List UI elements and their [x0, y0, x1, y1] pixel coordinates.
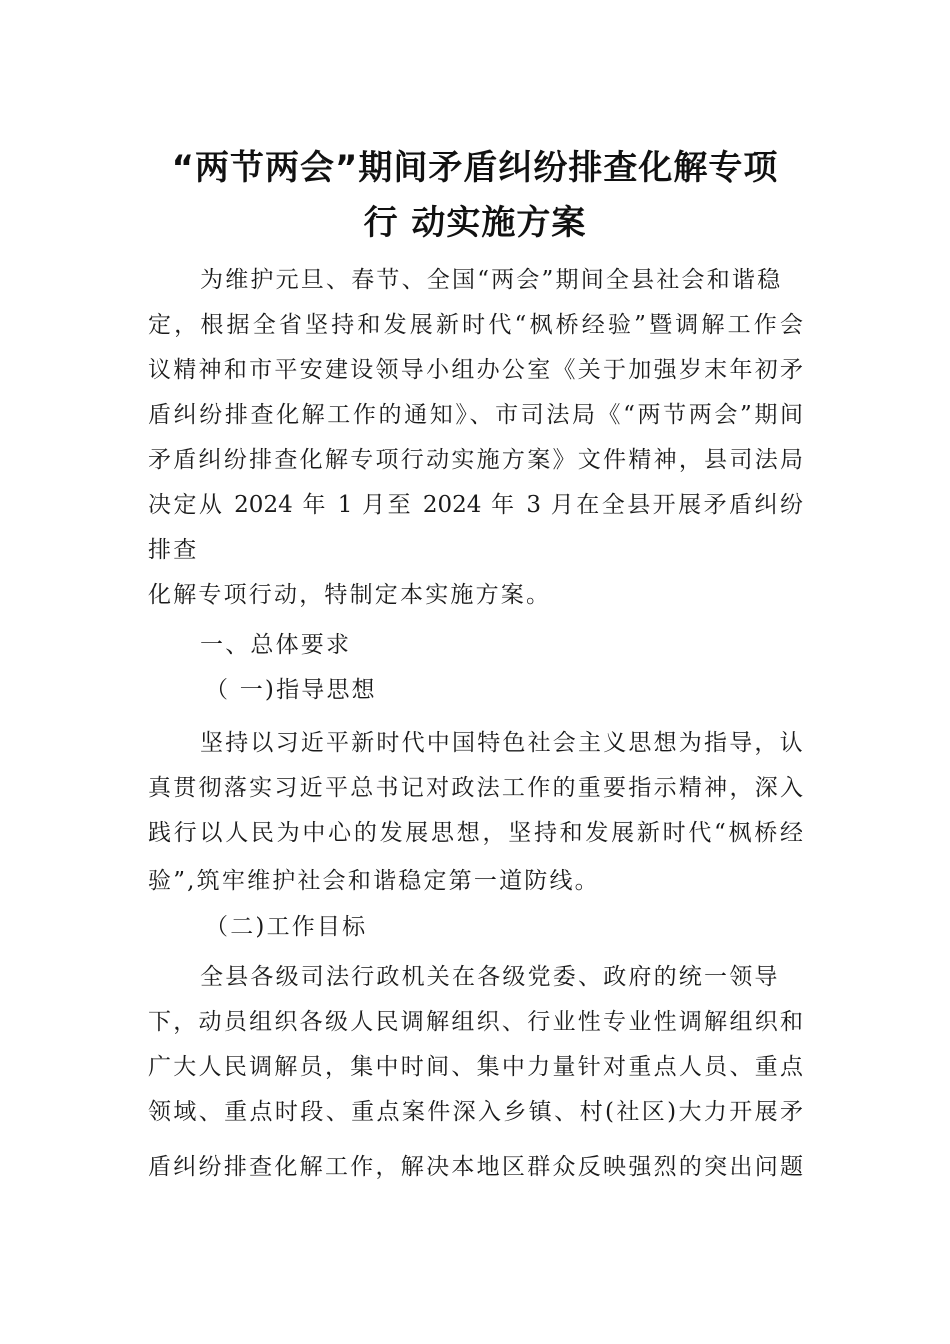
paragraph-line: 坚持以习近平新时代中国特色社会主义思想为指导，认 [200, 730, 805, 756]
paragraph-line: 矛盾纠纷排查化解专项行动实施方案》文件精神，县司法局 [148, 447, 803, 473]
document-title-line-2: 行 动实施方案 [363, 203, 587, 243]
paragraph-line: 盾纠纷排查化解工作，解决本地区群众反映强烈的突出问题 [148, 1154, 803, 1180]
paragraph-line: 为维护元旦、春节、全国“两会”期间全县社会和谐稳 [200, 267, 783, 293]
paragraph-line: 践行以人民为中心的发展思想，坚持和发展新时代“枫桥经 [148, 820, 803, 846]
paragraph-line: 盾纠纷排查化解工作的通知》、市司法局《“两节两会”期间 [148, 402, 803, 428]
paragraph-line: 定，根据全省坚持和发展新时代“枫桥经验”暨调解工作会 [148, 312, 803, 338]
document-title-line-1: “两节两会”期间矛盾纠纷排查化解专项 [171, 148, 779, 188]
paragraph-line: 化解专项行动，特制定本实施方案。 [148, 582, 552, 608]
paragraph-line: 全县各级司法行政机关在各级党委、政府的统一领导 [200, 964, 780, 990]
paragraph-line: 排查 [148, 537, 199, 563]
paragraph-line: 真贯彻落实习近平总书记对政法工作的重要指示精神，深入 [148, 775, 803, 801]
paragraph-line: 领域、重点时段、重点案件深入乡镇、村(社区)大力开展矛 [148, 1099, 803, 1125]
paragraph-line: 议精神和市平安建设领导小组办公室《关于加强岁末年初矛 [148, 357, 803, 383]
paragraph-line: 下，动员组织各级人民调解组织、行业性专业性调解组织和 [148, 1009, 803, 1035]
paragraph-line: 验”,筑牢维护社会和谐稳定第一道防线。 [148, 868, 600, 894]
paragraph-line: 决定从 2024 年 1 月至 2024 年 3 月在全县开展矛盾纠纷 [148, 492, 803, 518]
subsection-heading: （二)工作目标 [205, 914, 368, 940]
paragraph-line: 广大人民调解员，集中时间、集中力量针对重点人员、重点 [148, 1054, 803, 1080]
section-heading: 一、总体要求 [200, 632, 352, 658]
subsection-heading: （ 一)指导思想 [205, 677, 377, 703]
